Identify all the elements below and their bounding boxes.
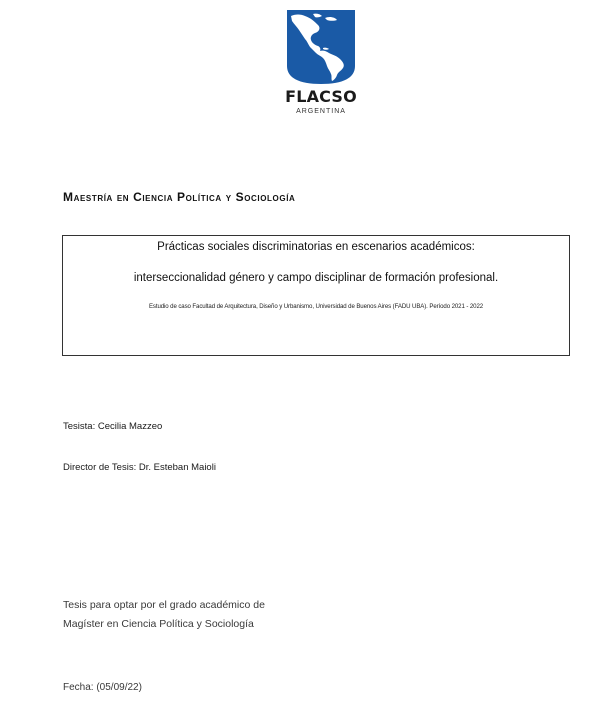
case-study-subtitle: Estudio de caso Facultad de Arquitectura, Diseño y Urbanismo, Universidad de Buenos Aires (FADU UBA). Período 2021 - 2022 bbox=[148, 303, 484, 310]
date-label: Fecha: (05/09/22) bbox=[63, 682, 142, 693]
thesis-purpose-line-2: Magíster en Ciencia Política y Sociología bbox=[63, 618, 254, 630]
tesista-label: Tesista: Cecilia Mazzeo bbox=[63, 421, 163, 432]
thesis-title-box bbox=[62, 235, 570, 356]
program-heading: Maestría en Ciencia Política y Sociología bbox=[63, 190, 296, 204]
thesis-purpose bbox=[63, 596, 265, 634]
thesis-title-line-2: interseccionalidad género y campo disciplinar de formación profesional. bbox=[133, 272, 499, 284]
logo-subtitle: ARGENTINA bbox=[296, 108, 346, 115]
thesis-title-line-1: Prácticas sociales discriminatorias en escenarios académicos: bbox=[157, 241, 475, 253]
director-label: Director de Tesis: Dr. Esteban Maioli bbox=[63, 462, 216, 473]
thesis-purpose-line-1: Tesis para optar por el grado académico de bbox=[63, 599, 265, 611]
americas-map-icon bbox=[285, 8, 357, 86]
logo-name: FLACSO bbox=[285, 87, 357, 106]
flacso-logo bbox=[281, 8, 361, 118]
